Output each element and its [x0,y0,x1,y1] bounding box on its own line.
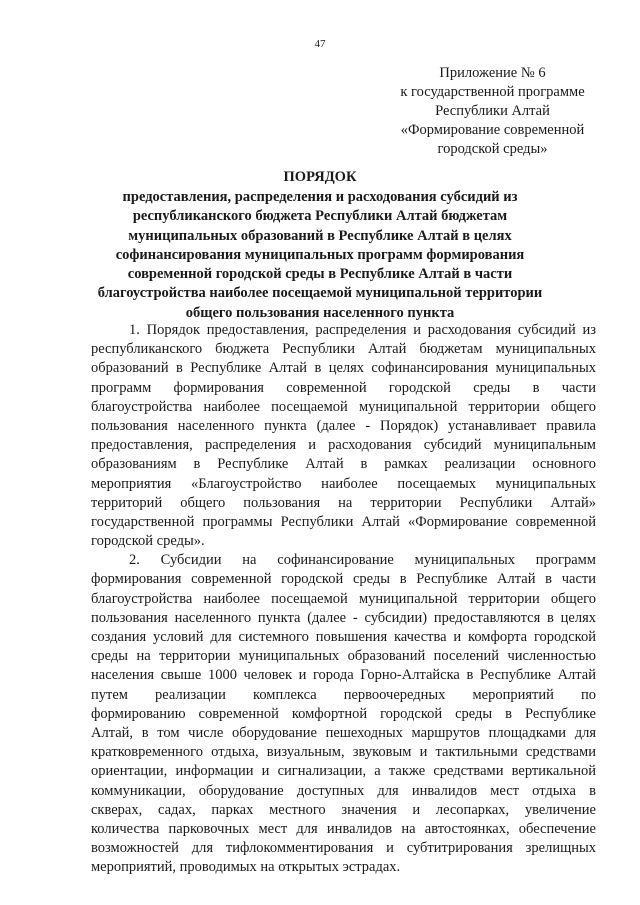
body-line: среды на территории муниципальных образований поселений численностью [91,648,596,665]
body-line: пользования населенного пункта (далее - Порядок) устанавливает правила [91,417,596,434]
body-line: Алтай, в том числе оборудование пешеходных маршрутов площадками для [91,724,596,741]
appendix-header [385,64,600,159]
body-line: пользования населенного пункта (далее - субсидии) предоставляются в целях [91,609,596,626]
page-number: 47 [314,38,326,50]
body-line: кратковременного отдыха, визуальным, звуковым и тактильными средствами [91,744,596,761]
body-line: территорий общего пользования на территории Республики Алтай» [91,494,596,511]
body-line: возможностей для тифлокомментирования и субтитрирования зрелищных [91,840,596,857]
document-title: ПОРЯДОК [283,169,357,185]
document-body [91,321,596,877]
body-line: скверах, садах, парках местного значения и лесопарках, увеличение [91,801,596,818]
body-line: республиканского бюджета Республики Алтай бюджетам муниципальных [91,341,596,358]
body-line: количества парковочных мест для инвалидов на автостоянках, обеспечение [91,820,596,837]
appendix-line: Приложение № 6 [439,65,546,81]
body-line: формированию современной комфортной городской среды в Республике [91,705,596,722]
subtitle-line: республиканского бюджета Республики Алтай бюджетам [132,208,508,225]
appendix-line: городской среды» [437,141,548,157]
appendix-line: «Формирование современной [400,122,585,138]
paragraph-2 [91,551,596,877]
appendix-line: Республики Алтай [435,103,550,119]
body-line: путем реализации комплекса первоочередных мероприятий по [91,686,596,703]
body-line: коммуникации, оборудование доступных для инвалидов мест отдыха в [91,782,596,799]
body-line: 2. Субсидии на софинансирование муниципальных программ [129,552,596,569]
subtitle-line: современной городской среды в Республике Алтай в части [127,266,513,283]
body-line: государственной программы Республики Алтай «Формирование современной [91,513,596,530]
body-line: благоустройства наиболее посещаемой муниципальной территории общего [91,590,596,607]
body-line: благоустройства наиболее посещаемой муниципальной территории общего [91,398,596,415]
document-subtitle [90,188,550,323]
subtitle-line: предоставления, распределения и расходования субсидий из [122,189,518,205]
paragraph-1 [91,321,596,551]
subtitle-line: софинансирования муниципальных программ формирования [115,246,525,263]
body-line: образованиям в Республике Алтай в рамках реализации основного [91,456,596,473]
appendix-line: к государственной программе [400,84,585,100]
body-line: населения свыше 1000 человек и города Горно-Алтайска в Республике Алтай [91,667,596,684]
body-line: 1. Порядок предоставления, распределения и расходования субсидий из [129,322,596,338]
subtitle-line: благоустройства наиболее посещаемой муниципальной территории [97,285,543,302]
body-line: программ формирования современной городской среды в части [91,379,596,396]
subtitle-line: общего пользования населенного пункта [185,304,455,321]
body-line: городской среды». [91,533,205,550]
subtitle-line: муниципальных образований в Республике Алтай в целях [128,227,512,244]
body-line: мероприятий, проводимых на открытых эстрадах. [91,859,401,876]
body-line: мероприятия «Благоустройство наиболее посещаемых муниципальных [91,475,596,492]
body-line: ориентации, информации и сигнализации, а также средствами вертикальной [91,763,596,780]
body-line: формирования современной городской среды в Республике Алтай в части [91,571,596,588]
body-line: образований в Республике Алтай в целях софинансирования муниципальных [91,360,596,377]
body-line: создания условий для системного повышения качества и комфорта городской [91,629,596,645]
body-line: предоставления, распределения и расходования субсидий муниципальным [91,437,596,454]
